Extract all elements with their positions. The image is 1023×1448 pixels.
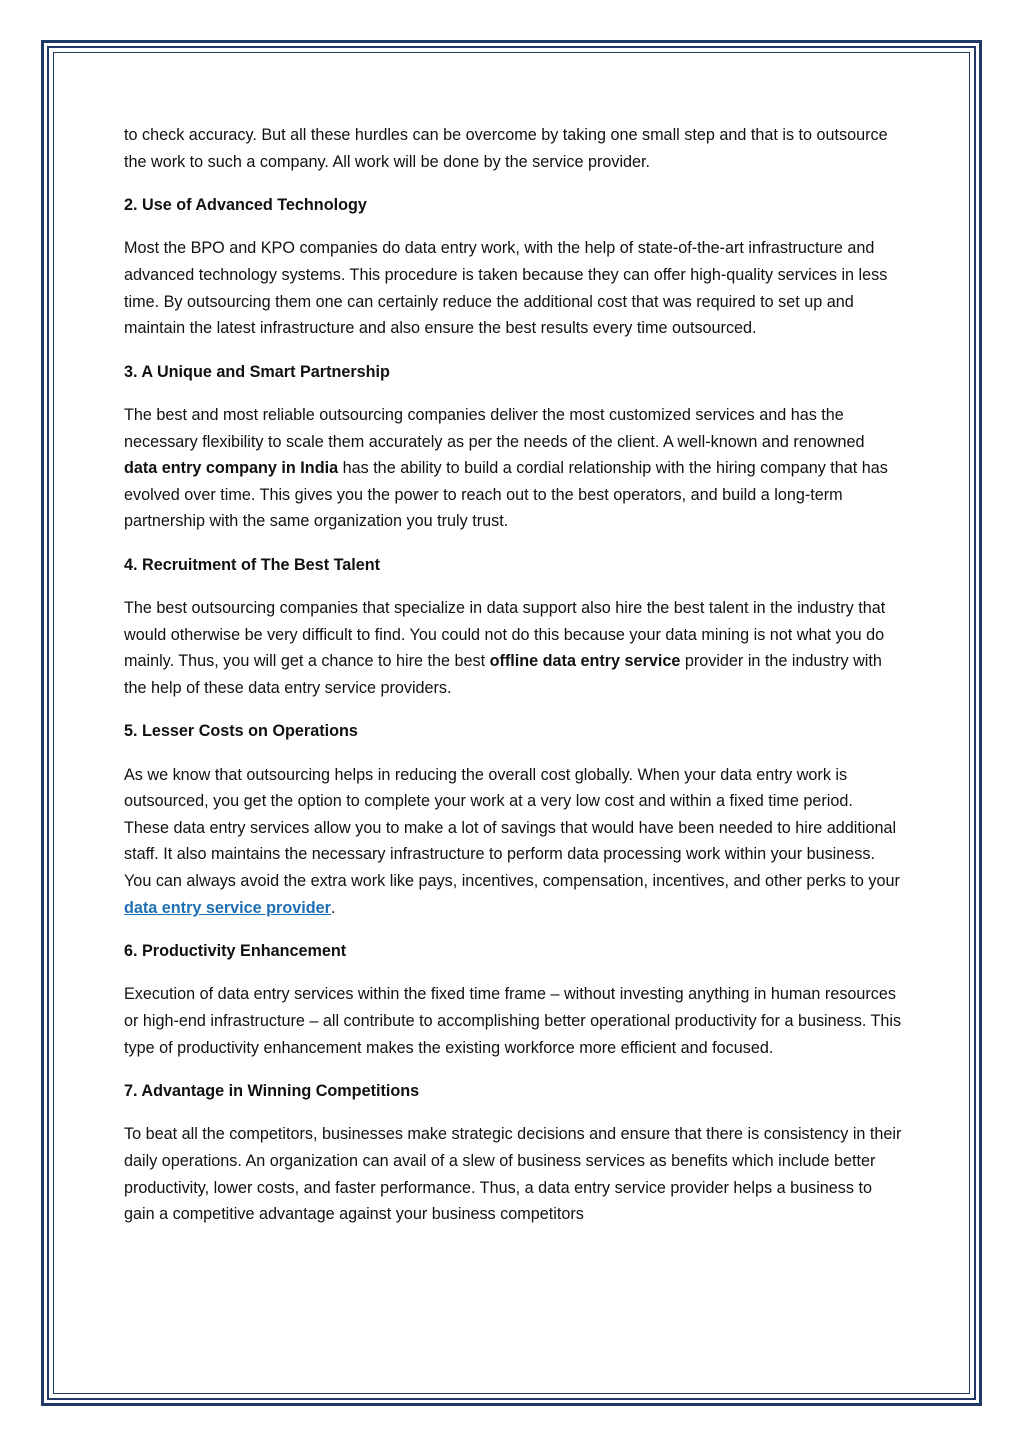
intro-paragraph: to check accuracy. But all these hurdles can be overcome by taking one small step and that is to outsource the work to such a company. All work will be done by the service provider.	[124, 126, 888, 171]
paragraph-smart-partnership	[124, 402, 902, 535]
paragraph-text: The best and most reliable outsourcing companies deliver the most customized services and has the necessary flexibility to scale them accurately as per the needs of the client. A well-known and renowned	[124, 405, 865, 451]
bold-keyword: offline data entry service	[489, 652, 681, 671]
bold-keyword: data entry company in India	[124, 459, 339, 478]
heading-productivity-enhancement: 6. Productivity Enhancement	[124, 942, 347, 961]
paragraph-advanced-technology: Most the BPO and KPO companies do data entry work, with the help of state-of-the-art infrastructure and advanced technology systems. This procedure is taken because they can offer high-quality services in less time. By outsourcing them one can certainly reduce the additional cost that was required to set up and maintain the latest infrastructure and also ensure the best results every time outsourced.	[124, 239, 888, 338]
paragraph-text: As we know that outsourcing helps in reducing the overall cost globally. When your data entry work is outsourced, you get the option to complete your work at a very low cost and within a fixed time period. These data entry services allow you to make a lot of savings that would have been needed to hire additional staff. It also maintains the necessary infrastructure to perform data processing work within your business. You can always avoid the extra work like pays, incentives, compensation, incentives, and other perks to your	[124, 765, 900, 891]
heading-lesser-costs: 5. Lesser Costs on Operations	[124, 722, 358, 741]
paragraph-lesser-costs	[124, 762, 902, 922]
paragraph-text: has the ability to build a cordial relationship with the hiring company that has evolved over time. This gives you the power to reach out to the best operators, and build a long-term partnership with the same organization you truly trust.	[124, 459, 888, 531]
paragraph-text: The best outsourcing companies that specialize in data support also hire the best talent in the industry that would otherwise be very difficult to find. You could not do this because your data mining is not what you do mainly. Thus, you will get a chance to hire the best	[124, 599, 886, 671]
paragraph-productivity-enhancement: Execution of data entry services within the fixed time frame – without investing anything in human resources or high-end infrastructure – all contribute to accomplishing better operational productivity for a business. This type of productivity enhancement makes the existing workforce more efficient and focused.	[124, 985, 902, 1057]
heading-smart-partnership: 3. A Unique and Smart Partnership	[124, 362, 390, 381]
document-body	[124, 122, 902, 1245]
paragraph-text: .	[330, 898, 336, 917]
heading-winning-competitions: 7. Advantage in Winning Competitions	[124, 1081, 420, 1100]
data-entry-service-provider-link[interactable]: data entry service provider	[124, 898, 331, 917]
heading-best-talent: 4. Recruitment of The Best Talent	[124, 555, 381, 574]
paragraph-best-talent	[124, 595, 902, 701]
heading-advanced-technology: 2. Use of Advanced Technology	[124, 195, 367, 214]
paragraph-text: provider in the industry with the help of these data entry service providers.	[124, 652, 882, 697]
paragraph-winning-competitions: To beat all the competitors, businesses make strategic decisions and ensure that there is consistency in their daily operations. An organization can avail of a slew of business services as benefits which include better productivity, lower costs, and faster performance. Thus, a data entry service provider helps a business to gain a competitive advantage against your business competitors	[124, 1125, 902, 1224]
